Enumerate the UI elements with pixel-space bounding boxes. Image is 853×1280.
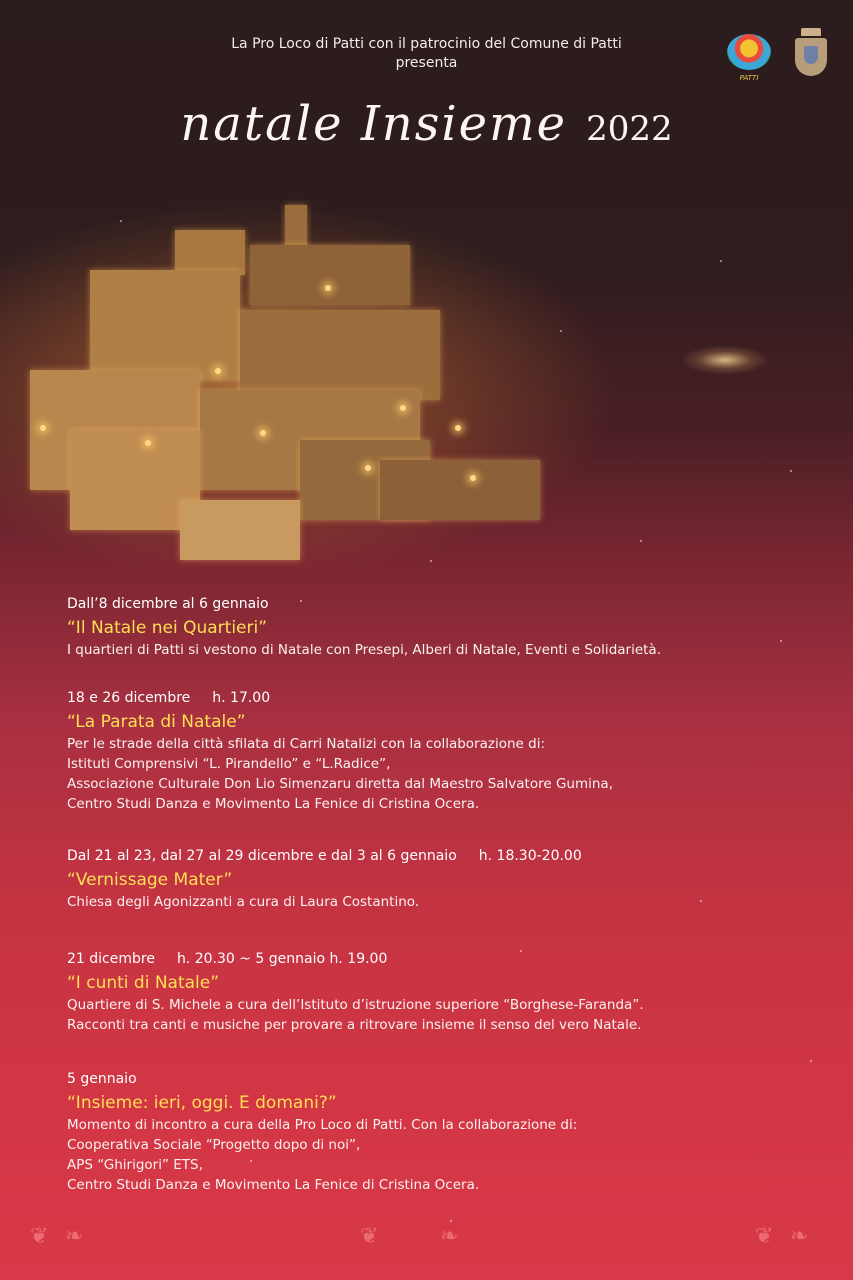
event-desc: Cooperativa Sociale “Progetto dopo di noi”, bbox=[67, 1137, 361, 1153]
town-buildings bbox=[0, 200, 560, 570]
event-desc: Centro Studi Danza e Movimento La Fenice di Cristina Ocera. bbox=[67, 1177, 480, 1193]
flourish-ornament-icon: ❧ bbox=[440, 1224, 459, 1249]
event-date: 21 dicembre h. 20.30 ~ 5 gennaio h. 19.00 bbox=[67, 951, 388, 967]
comune-coat-of-arms bbox=[791, 28, 831, 82]
event-desc: Associazione Culturale Don Lio Simenzaru diretta dal Maestro Salvatore Gumina, bbox=[67, 776, 613, 792]
event-desc: Quartiere di S. Michele a cura dell’Istituto d’istruzione superiore “Borghese-Faranda”. bbox=[67, 997, 644, 1013]
title-script: natale Insieme bbox=[180, 96, 567, 152]
event-2 bbox=[67, 688, 827, 814]
event-desc: Centro Studi Danza e Movimento La Fenice di Cristina Ocera. bbox=[67, 796, 480, 812]
presenta-line: presenta bbox=[395, 55, 458, 71]
flourish-ornament-icon: ❧ bbox=[65, 1224, 84, 1249]
event-desc: Momento di incontro a cura della Pro Loco di Patti. Con la collaborazione di: bbox=[67, 1117, 578, 1133]
logos bbox=[725, 28, 831, 82]
event-date: 18 e 26 dicembre h. 17.00 bbox=[67, 690, 271, 706]
pro-loco-logo: PATTI bbox=[725, 28, 773, 80]
event-title: “Vernissage Mater” bbox=[67, 870, 233, 890]
event-date: Dall’8 dicembre al 6 gennaio bbox=[67, 596, 269, 612]
flourish-ornament-icon: ❦ bbox=[30, 1224, 49, 1249]
event-title: “La Parata di Natale” bbox=[67, 712, 246, 732]
event-desc: APS “Ghirigori” ETS, bbox=[67, 1157, 203, 1173]
event-date: Dal 21 al 23, dal 27 al 29 dicembre e dal 3 al 6 gennaio h. 18.30-20.00 bbox=[67, 848, 582, 864]
event-time: h. 20.30 ~ 5 gennaio h. 19.00 bbox=[176, 951, 388, 967]
event-time: h. 17.00 bbox=[212, 690, 271, 706]
event-title: “Insieme: ieri, oggi. E domani?” bbox=[67, 1093, 337, 1113]
event-5 bbox=[67, 1069, 827, 1195]
event-desc: Istituti Comprensivi “L. Pirandello” e “L.Radice”, bbox=[67, 756, 391, 772]
poster-title bbox=[0, 96, 853, 152]
flourish-ornament-icon: ❦ bbox=[360, 1224, 379, 1249]
event-desc: Per le strade della città sfilata di Carri Natalizi con la collaborazione di: bbox=[67, 736, 546, 752]
event-desc: I quartieri di Patti si vestono di Natale con Presepi, Alberi di Natale, Eventi e Solidarietà. bbox=[67, 642, 661, 658]
footer-ornaments bbox=[0, 1218, 853, 1258]
distant-lights bbox=[680, 345, 770, 375]
flourish-ornament-icon: ❦ bbox=[755, 1224, 774, 1249]
event-4 bbox=[67, 949, 827, 1035]
title-year: 2022 bbox=[586, 109, 673, 149]
event-3 bbox=[67, 846, 827, 912]
event-desc: Chiesa degli Agonizzanti a cura di Laura Costantino. bbox=[67, 894, 420, 910]
presenter-line: La Pro Loco di Patti con il patrocinio del Comune di Patti bbox=[231, 36, 622, 52]
event-title: “I cunti di Natale” bbox=[67, 973, 220, 993]
event-time: h. 18.30-20.00 bbox=[478, 848, 582, 864]
event-desc: Racconti tra canti e musiche per provare a ritrovare insieme il senso del vero Natale. bbox=[67, 1017, 642, 1033]
event-1 bbox=[67, 594, 827, 660]
flourish-ornament-icon: ❧ bbox=[790, 1224, 809, 1249]
event-title: “Il Natale nei Quartieri” bbox=[67, 618, 268, 638]
event-date: 5 gennaio bbox=[67, 1071, 137, 1087]
